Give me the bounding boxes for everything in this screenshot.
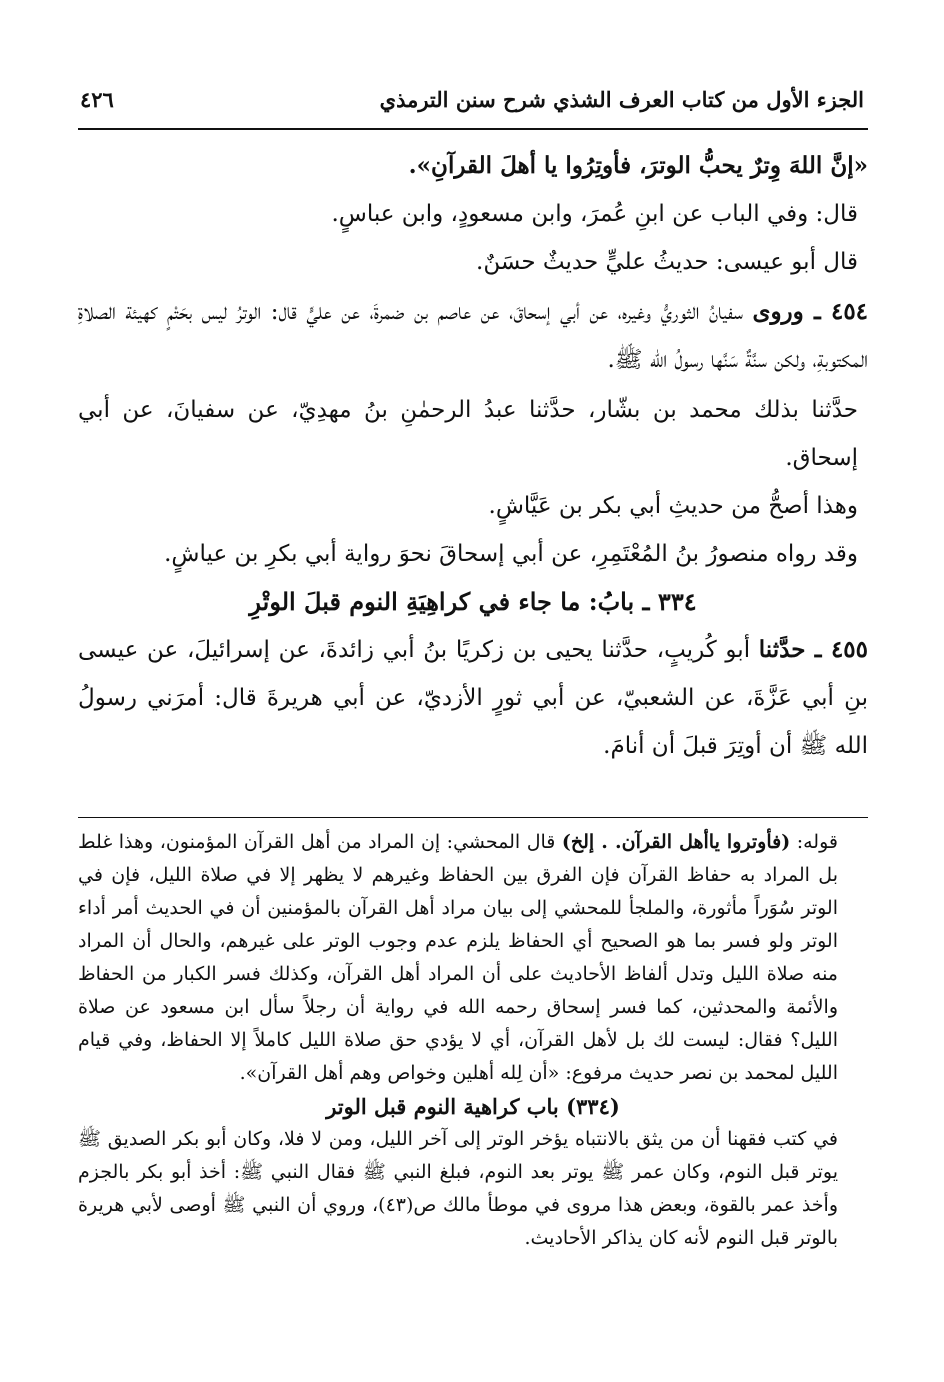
sanad-paragraph: حدَّثنا بذلك محمد بن بشّار، حدَّثنا عبدُ الرحمٰنِ بنُ مهدِيّ، عن سفيانَ، عن أبي إسحاق. <box>78 397 858 471</box>
hadith-455 <box>78 626 868 770</box>
note-1-text: قال المحشي: إن المراد من أهل القرآن المؤمنون، وهذا غلط بل المراد به حفاظ القرآن فإن الفرق بين الحفاظ وغيرهم لا يظهر إلا في صلاة الليل، فإن في الوتر سُوَراً مأثورة، والملجأ للمحشي إلى بيان مراد أهل القرآن بالمؤمنين أن في الحديث أمر أداء الوتر ولو فسر بما هو الصحيح أي الحفاظ يلزم عدم وجوب الوتر على غيرهم، والحال أن المراد منه صلاة الليل وتدل ألفاظ الأحاديث على أن المراد أهل القرآن، وكذلك فسر الكبار من الحفاظ والأئمة والمحدثين، كما فسر إسحاق رحمه الله في رواية أن رجلاً سأل ابن مسعود عن صلاة الليل؟ فقال: ليست لك بل لأهل القرآن، أي لا يؤدي حق صلاة الليل كاملاً إلا الحفاظ، وفي قيام الليل لمحمد بن نصر حديث مرفوع: «أن لِله أهلين وخواص وهم أهل القرآن». <box>78 831 838 1084</box>
mansur-line: وقد رواه منصورُ بنُ المُعْتَمِرِ، عن أبي إسحاقَ نحوَ رواية أبي بكرِ بن عياشٍ. <box>164 541 858 567</box>
bab-line: قال: وفي الباب عن ابنِ عُمرَ، وابن مسعودٍ، وابن عباسٍ. <box>331 201 858 227</box>
main-text <box>78 142 868 770</box>
hadith-454-number: ٤٥٤ ـ وروى <box>752 298 869 325</box>
footnote-rule <box>78 817 868 818</box>
hadith-454 <box>78 288 868 384</box>
hadith-455-text: أبو كُريبٍ، حدَّثنا يحيى بن زكريًا بنُ أبي زائدةَ، عن إسرائيلَ، عن عيسى بنِ أبي عَزَّةَ، عن الشعبيّ، عن أبي ثورٍ الأزديّ، عن أبي هريرةَ قال: أمرَني رسولُ الله ﷺ أن أوتِرَ قبلَ أن أنامَ. <box>78 637 868 759</box>
hadith-quote: «إنَّ اللهَ وِترٌ يحبُّ الوترَ، فأوتِرُوا يا أهلَ القرآنِ». <box>408 152 868 179</box>
hadith-455-number: ٤٥٥ ـ حدَّثنا <box>758 636 868 663</box>
page-number: ٤٢٦ <box>80 86 114 112</box>
note-2: في كتب فقهنا أن من يثق بالانتباه يؤخر الوتر إلى آخر الليل، ومن لا فلا، وكان أبو بكر الصديق ﷺ يوتر قبل النوم، وكان عمر ﷺ يوتر بعد النوم، فبلغ النبي ﷺ فقال النبي ﷺ: أخذ أبو بكر بالجزم وأخذ عمر بالقوة، وبعض هذا مروى في موطأ مالك ص(٤٣)، وروي أن النبي ﷺ أوصى لأبي هريرة بالوتر قبل النوم لأنه كان يذاكر الأحاديث. <box>78 1128 838 1249</box>
commentary-notes <box>78 826 868 1255</box>
header-rule <box>78 128 868 130</box>
note-1 <box>78 826 868 1090</box>
note-1-lead: قوله: <box>790 831 838 853</box>
running-title: الجزء الأول من كتاب العرف الشذي شرح سنن الترمذي <box>379 86 864 112</box>
hadith-454-text: سفيانُ الثوريُّ وغيره، عن أبي إسحاقَ، عن عاصم بن ضمرةَ، عن عليٍّ قال: الوترُ ليس بحَتْمٍ كهيئة الصلاةِ المكتوبةِ، ولكن سنَّةٌ سَنَّها رسولُ الله ﷺ. <box>78 299 868 373</box>
notes-section-title: (٣٣٤) باب كراهية النوم قبل الوتر <box>326 1094 620 1119</box>
abu-isa-line: قال أبو عيسى: حديثُ عليٍّ حديثٌ حسَنٌ. <box>476 249 858 275</box>
note-1-quote: (فأوتروا ياأهل القرآن. . إلخ) <box>561 831 791 853</box>
running-header <box>80 80 864 118</box>
chapter-title: ٣٣٤ ـ بابُ: ما جاء في كراهِيَةِ النوم قبلَ الوتْرِ <box>249 587 697 616</box>
asahh-line: وهذا أصحُّ من حديثِ أبي بكر بن عَيَّاشٍ. <box>488 493 858 519</box>
